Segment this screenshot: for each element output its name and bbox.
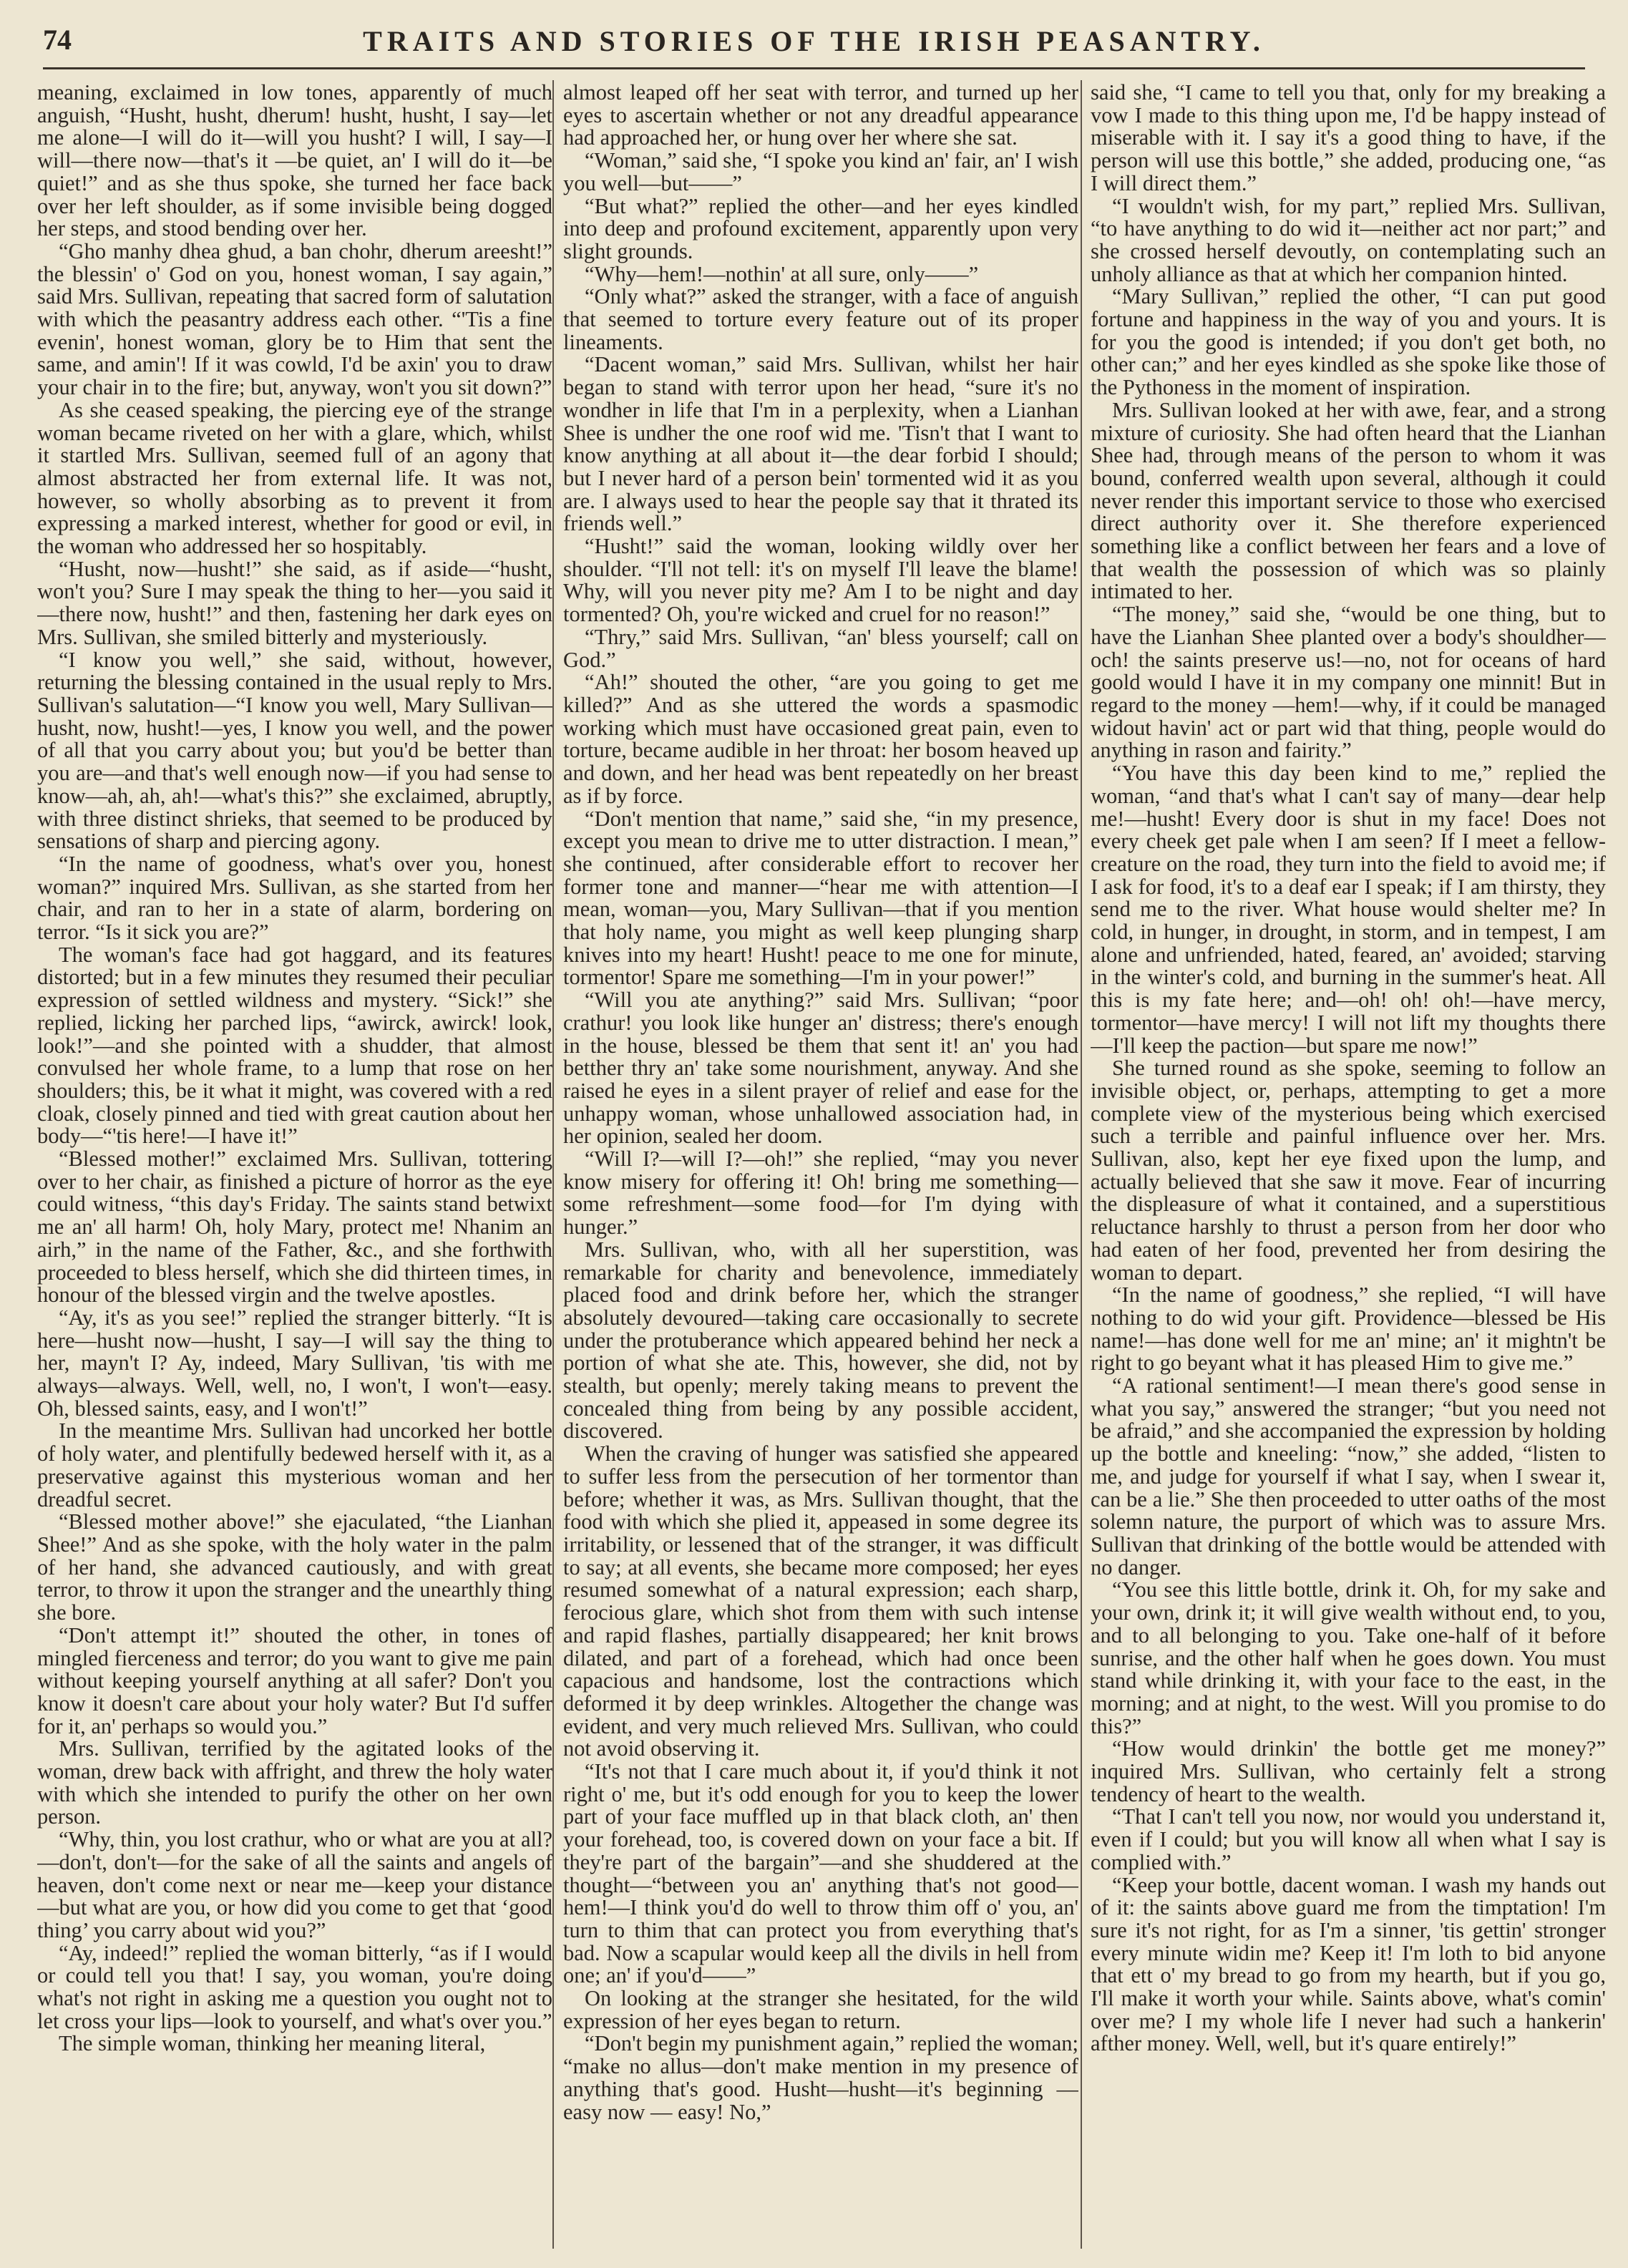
paragraph: “Ay, indeed!” replied the woman bitterly, “as if I would or could tell you that! I say, you woman, you're doing what's not right in asking me a question you ought not to let cross your lips—look to yourself, and what's over you.” — [37, 1940, 552, 2033]
paragraph: almost leaped off her seat with terror, and turned up her eyes to ascertain whether or not any dreadful appearance had approached her, or hung over her where she sat. — [563, 82, 1078, 150]
paragraph: said she, “I came to tell you that, only for my breaking a vow I made to this thing upon me, I'd be happy instead of miserable with it. I say it's a good thing to have, if the person will use this bottle,” she added, producing one, “as I will direct them.” — [1091, 82, 1606, 195]
paragraph: “Dacent woman,” said Mrs. Sullivan, whilst her hair began to stand with terror upon her head, “sure it's no wondher in life that I'm in a perplexity, when a Lianhan Shee is undher the one roof wid me. 'Tisn't that I want to know anything at all about it—the dear forbid I should; but I never hard of a person bein' tormented wid it as you are. I always used to hear the people say that it thrated its friends well.” — [563, 352, 1078, 536]
paragraph: Mrs. Sullivan looked at her with awe, fear, and a strong mixture of curiosity. She had often heard that the Lianhan Shee had, through means of the person to whom it was bound, conferred wealth upon several, although it could never render this important service to those who exercised direct authority over it. She therefore experienced something like a conflict between her fears and a love of that wealth the possession of which was so plainly intimated to her. — [1091, 397, 1606, 604]
paragraph: When the craving of hunger was satisfied she appeared to suffer less from the persecution of her tormentor than before; whether it was, as Mrs. Sullivan thought, that the food with which she plied it, appeased in some degree its irritability, or lessened that of the stranger, it was difficult to say; at all events, she became more composed; her eyes resumed somewhat of a natural expression; each sharp, ferocious glare, which shot from them with such intense and rapid flashes, partially disappeared; her knit brows dilated, and part of a forehead, which had once been capacious and handsome, lost the contractions which deformed it by deep wrinkles. Altogether the change was evident, and very much relieved Mrs. Sullivan, who could not avoid observing it. — [563, 1441, 1078, 1761]
paragraph: “But what?” replied the other—and her eyes kindled into deep and profound excitement, apparently upon very slight grounds. — [563, 193, 1078, 263]
paragraph: “Husht, now—husht!” she said, as if aside—“husht, won't you? Sure I may speak the thing to her—you said it—there now, husht!” and then, fastening her dark eyes on Mrs. Sullivan, she smiled bitterly and mysteriously. — [37, 556, 552, 649]
column-divider — [1081, 80, 1082, 2249]
paragraph: “That I can't tell you now, nor would you understand it, even if I could; but you will know all when what I say is complied with.” — [1091, 1804, 1606, 1874]
paragraph: Mrs. Sullivan, who, with all her superstition, was remarkable for charity and benevolence, immediately placed food and drink before her, which the stranger absolutely devoured—taking care occasionally to secrete under the protuberance which appeared behind her neck a portion of what she ate. This, however, she did, not by stealth, but openly; merely taking means to prevent the concealed thing from being by any possible accident, discovered. — [563, 1237, 1078, 1444]
paragraph: The simple woman, thinking her meaning literal, — [59, 2031, 486, 2056]
page-header — [43, 20, 1585, 63]
paragraph: “Gho manhy dhea ghud, a ban chohr, dherum areesht!” the blessin' o' God on you, honest woman, I say again,” said Mrs. Sullivan, repeating that sacred form of salutation with which the peasantry address each other. “'Tis a fine evenin', honest woman, glory be to Him that sent the same, and amin'! If it was cowld, I'd be axin' you to draw your chair in to the fire; but, anyway, won't you sit down?” — [37, 238, 552, 400]
paragraph: “The money,” said she, “would be one thing, but to have the Lianhan Shee planted over a body's shouldher—och! the saints preserve us!—no, not for oceans of hard goold would I have it in my company one minnit! But in regard to the money —hem!—why, if it could be managed widout havin' act or part wid that thing, people would do anything in rason and fairity.” — [1091, 602, 1606, 763]
paragraph: “Ay, it's as you see!” replied the stranger bitterly. “It is here—husht now—husht, I say—I will say the thing to her, mayn't I? Ay, indeed, Mary Sullivan, 'tis with me always—always. Well, well, no, I won't, I won't—easy. Oh, blessed saints, easy, and I won't!” — [37, 1305, 552, 1421]
page-number: 74 — [43, 24, 72, 56]
paragraph: “In the name of goodness,” she replied, “I will have nothing to do wid your gift. Providence—blessed be His name!—has done well for me an' mine; an' it mightn't be right to go beyant what it has pleased Him to give me.” — [1091, 1283, 1606, 1376]
paragraph: “How would drinkin' the bottle get me money?” inquired Mrs. Sullivan, who certainly felt a strong tendency of heart to the wealth. — [1091, 1736, 1606, 1806]
paragraph: “A rational sentiment!—I mean there's good sense in what you say,” answered the stranger; “but you need not be afraid,” and she accompanied the expression by holding up the bottle and kneeling: “now,” she added, “listen to me, and judge for yourself if what I say, when I swear it, can be a lie.” She then proceeded to utter oaths of the most solemn nature, the purport of which was to assure Mrs. Sullivan that drinking of the bottle would be attended with no danger. — [1091, 1373, 1606, 1580]
paragraph: “Thry,” said Mrs. Sullivan, “an' bless yourself; call on God.” — [563, 624, 1078, 672]
paragraph: “You have this day been kind to me,” replied the woman, “and that's what I can't say of many—dear help me!—husht! Every door is shut in my face! Does not every cheek get pale when I am seen? If I meet a fellow-creature on the road, they turn into the field to avoid me; if I ask for food, it's to a deaf ear I speak; if I am thirsty, they send me to the river. What house would shelter me? In cold, in hunger, in drought, in storm, and in tempest, I am alone and unfriended, hated, feared, an' avoided; starving in the winter's cold, and burning in the summer's heat. All this is my fate here; and—oh! oh! oh!—have mercy, tormentor—have mercy! I will not lift my thoughts there—I'll keep the paction—but spare me now!” — [1091, 761, 1606, 1058]
paragraph: In the meantime Mrs. Sullivan had uncorked her bottle of holy water, and plentifully bedewed herself with it, as a preservative against this mysterious woman and her dreadful secret. — [37, 1418, 552, 1512]
paragraph: “Will you ate anything?” said Mrs. Sullivan; “poor crathur! you look like hunger an' distress; there's enough in the house, blessed be them that sent it! an' you had betther thry an' take some nourishment, anyway. And she raised he eyes in a silent prayer of relief and ease for the unhappy woman, whose unhallowed association had, in her opinion, sealed her doom. — [563, 988, 1078, 1149]
paragraph: “Don't mention that name,” said she, “in my presence, except you mean to drive me to utter distraction. I mean,” she continued, after considerable effort to recover her former tone and manner—“hear me with attention—I mean, woman—you, Mary Sullivan—that if you mention that holy name, you might as well keep plunging sharp knives into my heart! Husht! peace to me one for minute, tormentor! Spare me something—I'm in your power!” — [563, 806, 1078, 990]
paragraph: meaning, exclaimed in low tones, apparently of much anguish, “Husht, husht, dherum! husht, husht, I say—let me alone—I will do it—will you husht? I will, I say—I will—there now—that's it —be quiet, an' I will do it—be quiet!” and as she thus spoke, she turned her face back over her left shoulder, as if some invisible being dogged her steps, and stood bending over her. — [37, 82, 552, 241]
paragraph: “Will I?—will I?—oh!” she replied, “may you never know misery for offering it! Oh! bring me something—some refreshment—some food—for I'm dying with hunger.” — [563, 1147, 1078, 1240]
paragraph: “I wouldn't wish, for my part,” replied Mrs. Sullivan, “to have anything to do wid it—neither act nor part;” and she crossed herself devoutly, on contemplating such an unholy alliance as that at which her companion hinted. — [1091, 193, 1606, 286]
paragraph: “Blessed mother!” exclaimed Mrs. Sullivan, tottering over to her chair, as finished a picture of horror as the eye could witness, “this day's Friday. The saints stand betwixt me an' all harm! Oh, holy Mary, protect me! Nhanim an airh,” in the name of the Father, &c., and she forthwith proceeded to bless herself, which she did thirteen times, in honour of the blessed virgin and the twelve apostles. — [37, 1147, 552, 1308]
paragraph: She turned round as she spoke, seeming to follow an invisible object, or, perhaps, attempting to get a more complete view of the mysterious being which exercised such a terrible and painful influence over her. Mrs. Sullivan, also, kept her eye fixed upon the lump, and actually believed that she saw it move. Fear of incurring the displeasure of what it contained, and a superstitious reluctance harshly to thrust a person from her door who had eaten of her food, prevented her from desiring the woman to depart. — [1091, 1056, 1606, 1285]
column-divider — [552, 80, 554, 2249]
paragraph: “Mary Sullivan,” replied the other, “I can put good fortune and happiness in the way of you and yours. It is for you the good is intended; if you don't get both, no other can;” and her eyes kindled as she spoke like those of the Pythoness in the moment of inspiration. — [1091, 284, 1606, 400]
paragraph: “I know you well,” she said, without, however, returning the blessing contained in the usual reply to Mrs. Sullivan's salutation—“I know you well, Mary Sullivan—husht, now, husht!—yes, I know you well, and the power of all that you carry about you; but you'd be better than you are—and that's well enough now—if you had sense to know—ah, ah, ah!—what's this?” she exclaimed, abruptly, with three distinct shrieks, that seemed to be produced by sensations of sharp and piercing agony. — [37, 647, 552, 854]
paragraph: “You see this little bottle, drink it. Oh, for my sake and your own, drink it; it will give wealth without end, to you, and to all belonging to you. Take one-half of it before sunrise, and the other half when he goes down. You must stand while drinking it, with your face to the east, in the morning; and at night, to the west. Will you promise to do this?” — [1091, 1577, 1606, 1738]
paragraph: “Ah!” shouted the other, “are you going to get me killed?” And as she uttered the words a spasmodic working which must have occasioned great pain, even to torture, became audible in her throat: her bosom heaved up and down, and her head was bent repeatedly on her breast as if by force. — [563, 670, 1078, 808]
text-column-2 — [563, 82, 1078, 2243]
paragraph: “Blessed mother above!” she ejaculated, “the Lianhan Shee!” And as she spoke, with the holy water in the palm of her hand, she advanced cautiously, and with great terror, to throw it upon the stranger and the unearthly thing she bore. — [37, 1509, 552, 1625]
text-column-1 — [37, 82, 552, 2243]
paragraph: “Husht!” said the woman, looking wildly over her shoulder. “I'll not tell: it's on myself I'll leave the blame! Why, will you never pity me? Am I to be night and day tormented? Oh, you're wicked and cruel for no reason!” — [563, 534, 1078, 627]
running-title: TRAITS AND STORIES OF THE IRISH PEASANTRY. — [363, 25, 1265, 57]
paragraph: Mrs. Sullivan, terrified by the agitated looks of the woman, drew back with affright, and threw the holy water with which she intended to purify the other on her own person. — [37, 1736, 552, 1829]
paragraph: “In the name of goodness, what's over you, honest woman?” inquired Mrs. Sullivan, as she started from her chair, and ran to her in a state of alarm, bordering on terror. “Is it sick you are?” — [37, 851, 552, 945]
paragraph: “It's not that I care much about it, if you'd think it not right o' me, but it's odd enough for you to keep the lower part of your face muffled up in that black cloth, an' then your forehead, too, is covered down on your face a bit. If they're part of the bargain”—and she shuddered at the thought—“between you an' anything that's not good—hem!—I think you'd do well to throw thim off o' you, an' turn to thim that can protect you from everything that's bad. Now a scapular would keep all the divils in hell from one; an' if you'd——” — [563, 1759, 1078, 1988]
paragraph: On looking at the stranger she hesitated, for the wild expression of her eyes began to return. — [563, 1986, 1078, 2033]
paragraph: “Keep your bottle, dacent woman. I wash my hands out of it: the saints above guard me from the timptation! I'm sure it's not right, for as I'm a sinner, 'tis gettin' stronger every minute widin me? Keep it! I'm loth to bid anyone that ett o' my bread to go from my hearth, but if you go, I'll make it worth your while. Saints above, what's comin' over me? I my whole life I never had such a hankerin' afther money. Well, well, but it's quare entirely!” — [1091, 1872, 1606, 2056]
paragraph: “Don't attempt it!” shouted the other, in tones of mingled fierceness and terror; do you want to give me pain without keeping yourself anything at all safer? Don't you know it doesn't care about your holy water? But I'd suffer for it, an' perhaps so would you.” — [37, 1622, 552, 1738]
paragraph: The woman's face had got haggard, and its features distorted; but in a few minutes they resumed their peculiar expression of settled wildness and mystery. “Sick!” she replied, licking her parched lips, “awirck, awirck! look, look!”—and she pointed with a shudder, that almost convulsed her whole frame, to a lump that rose on her shoulders; this, be it what it might, was covered with a red cloak, closely pinned and tied with great caution about her body—“'tis here!—I have it!” — [37, 942, 552, 1149]
paragraph: “Why—hem!—nothin' at all sure, only——” — [585, 261, 979, 286]
paragraph: “Don't begin my punishment again,” replied the woman; “make no allus—don't make mention in my presence of anything that's good. Husht—husht—it's beginning — easy now — easy! No,” — [563, 2031, 1078, 2124]
text-column-3 — [1091, 82, 1606, 2243]
header-rule — [43, 67, 1585, 69]
paragraph: As she ceased speaking, the piercing eye of the strange woman became riveted on her with a glare, which, whilst it startled Mrs. Sullivan, seemed full of an agony that almost abstracted her from external life. It was not, however, so wholly absorbing as to prevent it from expressing a marked interest, whether for good or evil, in the woman who addressed her so hospitably. — [37, 397, 552, 559]
paragraph: “Woman,” said she, “I spoke you kind an' fair, an' I wish you well—but——” — [563, 148, 1078, 195]
paragraph: “Only what?” asked the stranger, with a face of anguish that seemed to torture every feature out of its proper lineaments. — [563, 284, 1078, 354]
paragraph: “Why, thin, you lost crathur, who or what are you at all?—don't, don't—for the sake of all the saints and angels of heaven, don't come next or near me—keep your distance—but what are you, or how did you come to get that ‘good thing’ you carry about wid you?” — [37, 1827, 552, 1942]
